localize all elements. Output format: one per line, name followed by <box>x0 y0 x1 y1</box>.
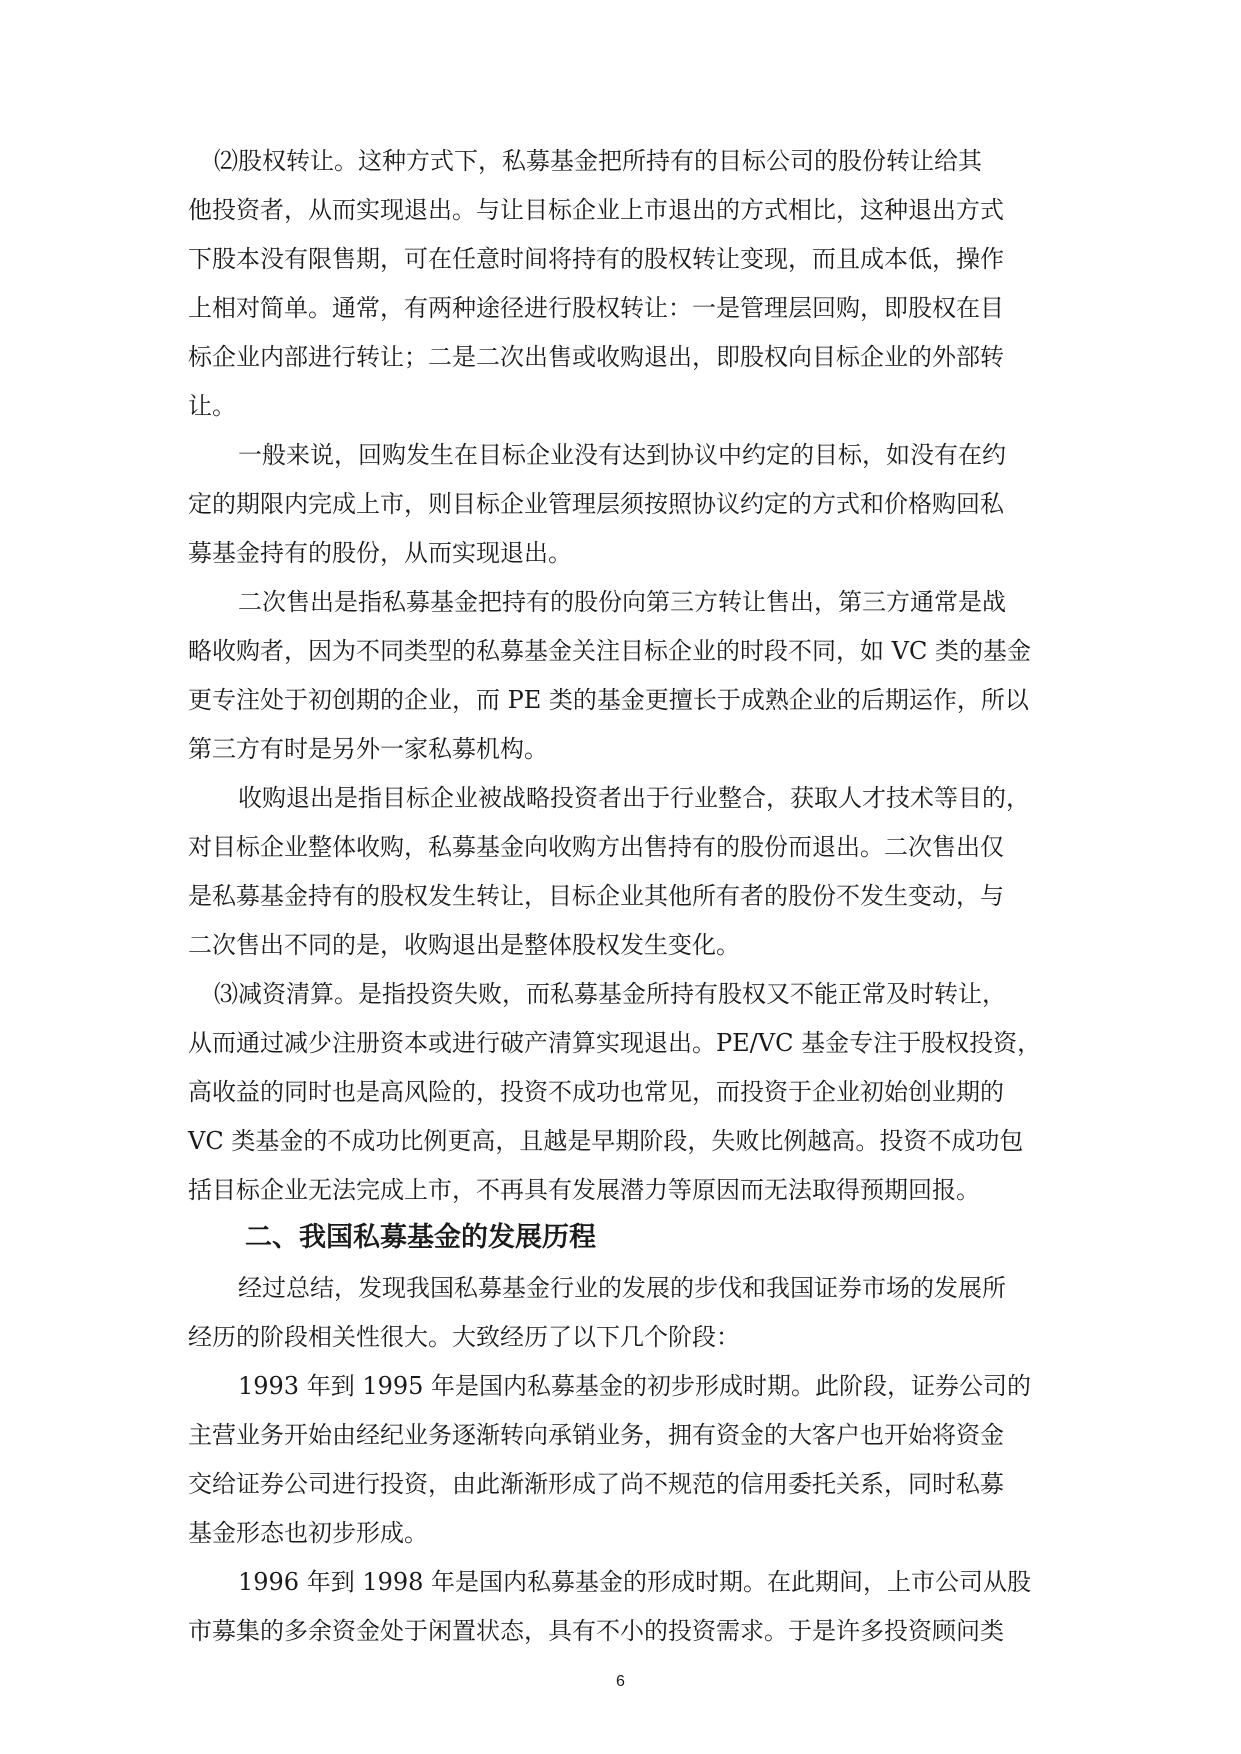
text-line: 1996 年到 1998 年是国内私募基金的形成时期。在此期间，上市公司从股 <box>238 1568 1032 1596</box>
text-line: 从而通过减少注册资本或进行破产清算实现退出。PE/VC 基金专注于股权投资， <box>188 1029 1042 1057</box>
text-line: 下股本没有限售期，可在任意时间将持有的股权转让变现，而且成本低，操作 <box>188 245 1004 273</box>
text-line: 标企业内部进行转让；二是二次出售或收购退出，即股权向目标企业的外部转 <box>188 343 1004 371</box>
text-line: 让。 <box>188 392 236 420</box>
text-line: 主营业务开始由经纪业务逐渐转向承销业务，拥有资金的大客户也开始将资金 <box>188 1421 1004 1449</box>
text-line: 二次售出不同的是，收购退出是整体股权发生变化。 <box>188 931 740 959</box>
text-line: 定的期限内完成上市，则目标企业管理层须按照协议约定的方式和价格购回私 <box>188 490 1004 518</box>
text-line: 是私募基金持有的股权发生转让，目标企业其他所有者的股份不发生变动，与 <box>188 882 1004 910</box>
text-line: 募基金持有的股份，从而实现退出。 <box>188 539 572 567</box>
text-line: 市募集的多余资金处于闲置状态，具有不小的投资需求。于是许多投资顾问类 <box>188 1617 1004 1645</box>
text-line: 括目标企业无法完成上市，不再具有发展潜力等原因而无法取得预期回报。 <box>188 1176 980 1204</box>
text-line: 收购退出是指目标企业被战略投资者出于行业整合，获取人才技术等目的， <box>238 784 1030 812</box>
text-line: 交给证券公司进行投资，由此渐渐形成了尚不规范的信用委托关系，同时私募 <box>188 1470 1004 1498</box>
section-heading: 二、我国私募基金的发展历程 <box>245 1222 596 1253</box>
text-line: 1993 年到 1995 年是国内私募基金的初步形成时期。此阶段，证券公司的 <box>238 1372 1032 1400</box>
text-line: ⑵股权转让。这种方式下，私募基金把所持有的目标公司的股份转让给其 <box>214 147 982 175</box>
text-line: VC 类基金的不成功比例更高，且越是早期阶段，失败比例越高。投资不成功包 <box>188 1127 1024 1155</box>
text-line: 一般来说，回购发生在目标企业没有达到协议中约定的目标，如没有在约 <box>238 441 1006 469</box>
text-line: 对目标企业整体收购，私募基金向收购方出售持有的股份而退出。二次售出仅 <box>188 833 1004 861</box>
text-line: 二次售出是指私募基金把持有的股份向第三方转让售出，第三方通常是战 <box>238 588 1006 616</box>
page-number: 6 <box>616 1673 625 1690</box>
text-line: 高收益的同时也是高风险的，投资不成功也常见，而投资于企业初始创业期的 <box>188 1078 1004 1106</box>
text-line: 更专注处于初创期的企业，而 PE 类的基金更擅长于成熟企业的后期运作，所以 <box>188 686 1029 714</box>
text-line: 第三方有时是另外一家私募机构。 <box>188 735 548 763</box>
text-line: 上相对简单。通常，有两种途径进行股权转让：一是管理层回购，即股权在目 <box>188 294 1004 322</box>
text-line: 基金形态也初步形成。 <box>188 1519 428 1547</box>
text-line: 他投资者，从而实现退出。与让目标企业上市退出的方式相比，这种退出方式 <box>188 196 1004 224</box>
text-line: 略收购者，因为不同类型的私募基金关注目标企业的时段不同，如 VC 类的基金 <box>188 637 1031 665</box>
text-line: 经过总结，发现我国私募基金行业的发展的步伐和我国证券市场的发展所 <box>238 1274 1006 1302</box>
text-line: 经历的阶段相关性很大。大致经历了以下几个阶段： <box>188 1323 740 1351</box>
text-line: ⑶减资清算。是指投资失败，而私募基金所持有股权又不能正常及时转让， <box>214 980 1006 1008</box>
